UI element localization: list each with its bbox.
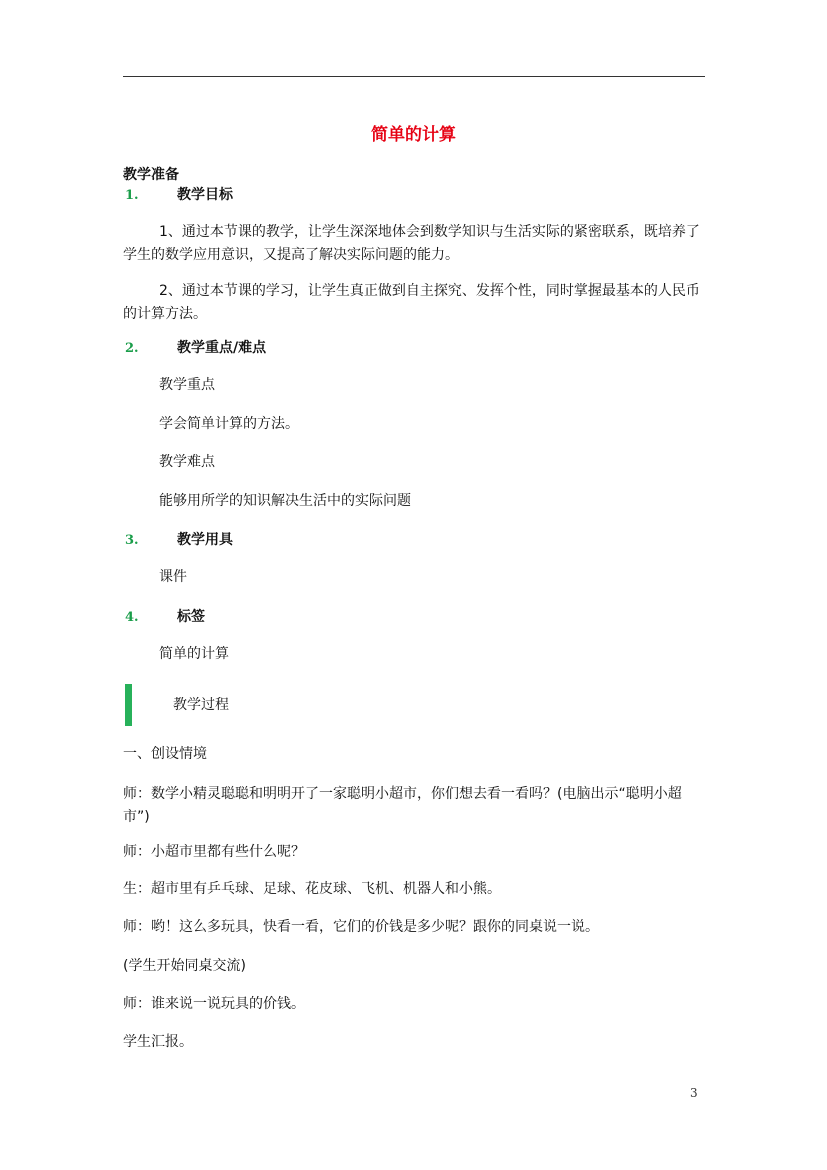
key-point-text: 学会简单计算的方法。 <box>159 416 299 432</box>
tools-text: 课件 <box>159 569 187 585</box>
section-4-number: 4. <box>125 610 139 625</box>
key-point-label: 教学重点 <box>159 377 215 393</box>
section-3-heading: 教学用具 <box>177 532 233 548</box>
process-line-4: 生：超市里有乒乓球、足球、花皮球、飞机、机器人和小熊。 <box>123 881 501 897</box>
process-line-6: (学生开始同桌交流) <box>123 958 246 974</box>
prep-heading: 教学准备 <box>123 167 179 183</box>
goal-paragraph-2: 2、通过本节课的学习，让学生真正做到自主探究、发挥个性，同时掌握最基本的人民币的计算方法。 <box>123 283 700 322</box>
document-title: 简单的计算 <box>371 125 456 145</box>
section-1-number: 1. <box>125 188 139 203</box>
difficulty-text: 能够用所学的知识解决生活中的实际问题 <box>159 493 411 509</box>
process-line-8: 学生汇报。 <box>123 1034 193 1050</box>
section-4-heading: 标签 <box>177 609 205 625</box>
process-line-1: 一、创设情境 <box>123 746 207 762</box>
process-line-7: 师：谁来说一说玩具的价钱。 <box>123 996 305 1012</box>
difficulty-label: 教学难点 <box>159 454 215 470</box>
header-rule <box>123 76 705 77</box>
process-line-5: 师：哟！这么多玩具，快看一看，它们的价钱是多少呢？跟你的同桌说一说。 <box>123 919 599 935</box>
section-2-number: 2. <box>125 341 139 356</box>
section-3-number: 3. <box>125 533 139 548</box>
process-line-3: 师：小超市里都有些什么呢？ <box>123 844 305 860</box>
process-line-2: 师：数学小精灵聪聪和明明开了一家聪明小超市，你们想去看一看吗？(电脑出示“聪明小超市”) <box>123 786 682 825</box>
section-1-heading: 教学目标 <box>177 187 233 203</box>
goal-paragraph-1: 1、通过本节课的教学，让学生深深地体会到数学知识与生活实际的紧密联系，既培养了学生的数学应用意识，又提高了解决实际问题的能力。 <box>123 224 700 263</box>
process-heading: 教学过程 <box>173 697 229 713</box>
page-number: 3 <box>690 1086 698 1100</box>
section-2-heading: 教学重点/难点 <box>177 340 267 356</box>
tag-text: 简单的计算 <box>159 646 229 662</box>
process-marker-bar <box>125 684 132 726</box>
